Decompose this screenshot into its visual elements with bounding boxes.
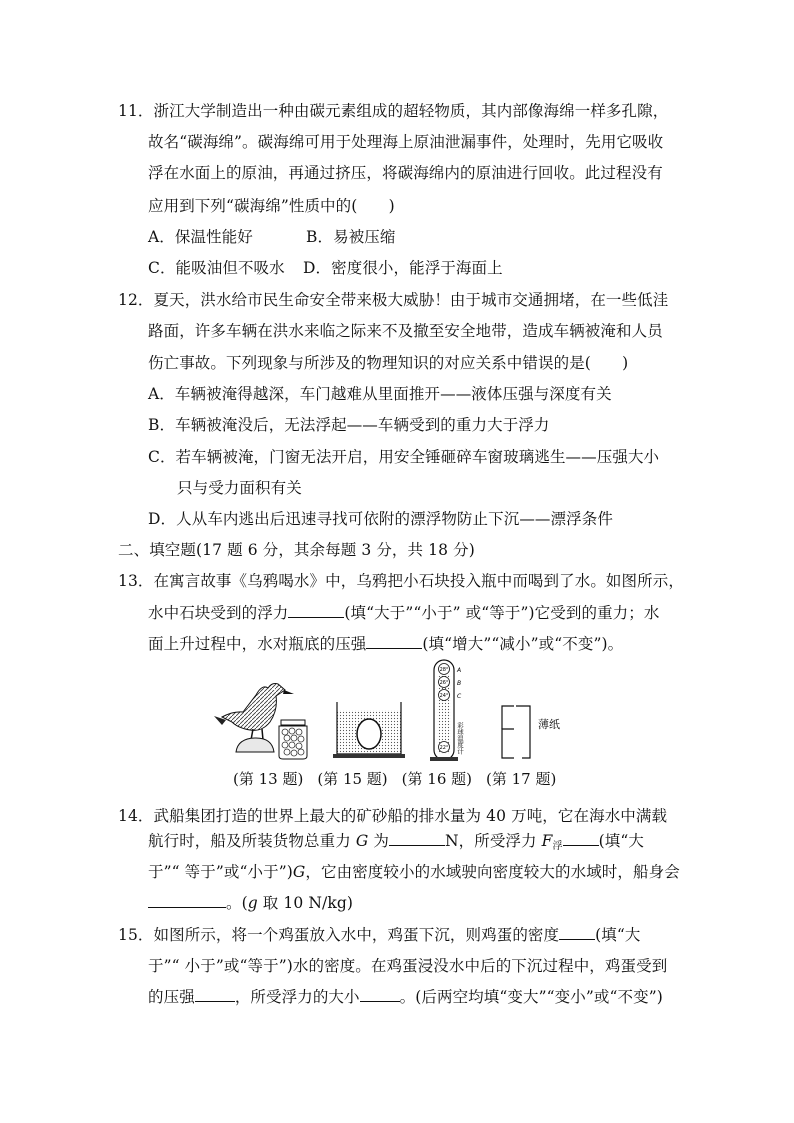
q15-line-1 xyxy=(118,925,641,945)
paper-label: 薄纸 xyxy=(538,718,560,731)
q15-line-1-part-a: 15．如图所示，将一个鸡蛋放入水中，鸡蛋下沉，则鸡蛋的密度 xyxy=(118,926,560,944)
q11-line-4: 应用到下列“碳海绵”性质中的( ) xyxy=(148,197,395,215)
q14-line-2 xyxy=(148,831,644,857)
jar-figure xyxy=(279,720,307,759)
thermo-label-c: C xyxy=(457,693,462,700)
q14-symbol-f-subscript: 浮 xyxy=(552,841,563,852)
q11-line-1: 11．浙江大学制造出一种由碳元素组成的超轻物质，其内部像海绵一样多孔隙， xyxy=(118,102,669,120)
q14-symbol-small-g: g xyxy=(247,894,258,912)
paper-frame-figure xyxy=(502,706,560,758)
caption-fig-13: (第 13 题) xyxy=(233,770,304,788)
q12-option-a: A．车辆被淹得越深，车门越难从里面推开——液体压强与深度有关 xyxy=(148,385,612,403)
thermo-label-24: 24° xyxy=(439,693,449,699)
thermo-label-26: 26° xyxy=(439,680,449,686)
beaker-egg-figure xyxy=(333,702,405,758)
thermo-label-a: A xyxy=(457,667,462,674)
q14-symbol-f: F xyxy=(541,832,553,850)
q14-answer-blank-1[interactable] xyxy=(389,831,445,846)
q14-answer-blank-2[interactable] xyxy=(563,831,599,846)
q15-line-2: 于”“ 小于”或“等于”)水的密度。在鸡蛋浸没水中后的下沉过程中，鸡蛋受到 xyxy=(148,957,668,975)
q11-option-d: D．密度很小，能浮于海面上 xyxy=(303,259,503,277)
q14-line-3-part-b: ，它由密度较小的水域驶向密度较大的水域时，船身会 xyxy=(305,863,680,881)
q14-line-2-part-d: (填“大 xyxy=(598,832,644,850)
caption-fig-16: (第 16 题) xyxy=(401,770,472,788)
q12-option-d: D．人从车内逃出后迅速寻找可依附的漂浮物防止下沉——漂浮条件 xyxy=(148,510,613,528)
q15-line-3-part-c: 。(后两空均填“变大”“变小”或“不变”) xyxy=(399,988,663,1006)
figure-captions xyxy=(233,768,570,789)
q14-line-3-part-a: 于”“ 等于”或“小于”) xyxy=(148,863,293,881)
q13-line-1: 13．在寓言故事《乌鸦喝水》中，乌鸦把小石块投入瓶中而喝到了水。如图所示， xyxy=(118,572,684,590)
q14-line-4 xyxy=(148,893,353,913)
thermo-label-22: 22° xyxy=(439,745,449,751)
q14-line-4-part-a: 。( xyxy=(226,894,248,912)
q13-line-2-prefix: 水中石块受到的浮力 xyxy=(148,604,289,622)
galileo-thermometer-figure xyxy=(430,660,464,761)
q12-option-c-line-1: C．若车辆被淹，门窗无法开启，用安全锤砸碎车窗玻璃逃生——压强大小 xyxy=(148,448,660,466)
q13-line-2-suffix: (填“大于”“小于” 或“等于”)它受到的重力；水 xyxy=(344,604,660,622)
caption-fig-17: (第 17 题) xyxy=(485,770,557,788)
q12-option-b: B．车辆被淹没后，无法浮起——车辆受到的重力大于浮力 xyxy=(148,416,550,434)
q11-line-2: 故名“碳海绵”。碳海绵可用于处理海上原油泄漏事件，处理时，先用它吸收 xyxy=(148,133,664,151)
thermo-side-label: 彩球温度计 xyxy=(456,722,464,755)
q12-line-2: 路面，许多车辆在洪水来临之际来不及撤至安全地带，造成车辆被淹和人员 xyxy=(148,322,663,340)
q15-line-3 xyxy=(148,987,663,1007)
q14-line-2-part-b: 为 xyxy=(368,832,389,850)
q12-line-3: 伤亡事故。下列现象与所涉及的物理知识的对应关系中错误的是( ) xyxy=(148,354,629,372)
q11-option-c: C．能吸油但不吸水 xyxy=(148,259,285,277)
q12-option-c-line-2: 只与受力面积有关 xyxy=(177,479,302,497)
caption-fig-15: (第 15 题) xyxy=(317,770,388,788)
q13-line-3-suffix: (填“增大”“减小”或“不变”)。 xyxy=(422,635,624,653)
q14-symbol-g-2: G xyxy=(292,863,306,881)
thermo-label-b: B xyxy=(457,680,462,687)
q14-line-3 xyxy=(148,862,680,882)
q11-line-3: 浮在水面上的原油，再通过挤压，将碳海绵内的原油进行回收。此过程没有 xyxy=(148,164,663,182)
q15-answer-blank-2[interactable] xyxy=(195,987,235,1002)
q11-option-a: A．保温性能好 xyxy=(148,228,253,246)
q14-line-4-part-b: 取 10 N/kg) xyxy=(257,894,354,912)
q15-line-3-part-a: 的压强 xyxy=(148,988,195,1006)
q13-line-3-prefix: 面上升过程中，水对瓶底的压强 xyxy=(148,635,367,653)
q11-option-b: B．易被压缩 xyxy=(306,228,396,246)
q15-line-3-part-b: ，所受浮力的大小 xyxy=(234,988,360,1006)
q14-line-1: 14．武船集团打造的世界上最大的矿砂船的排水量为 40 万吨，它在海水中满载 xyxy=(118,807,668,825)
q14-answer-blank-3[interactable] xyxy=(148,893,226,908)
q14-line-2-part-a: 航行时，船及所装货物总重力 xyxy=(148,832,356,850)
thermo-label-28: 28° xyxy=(439,667,449,673)
q14-line-2-part-c: N，所受浮力 xyxy=(444,832,542,850)
q14-symbol-g: G xyxy=(355,832,369,850)
q15-answer-blank-3[interactable] xyxy=(360,987,400,1002)
q15-answer-blank-1[interactable] xyxy=(559,925,595,940)
q15-line-1-part-b: (填“大 xyxy=(595,926,641,944)
section-fill-in-heading: 二、填空题(17 题 6 分，其余每题 3 分，共 18 分) xyxy=(118,541,475,559)
q12-line-1: 12．夏天，洪水给市民生命安全带来极大威胁！由于城市交通拥堵，在一些低洼 xyxy=(118,291,669,309)
